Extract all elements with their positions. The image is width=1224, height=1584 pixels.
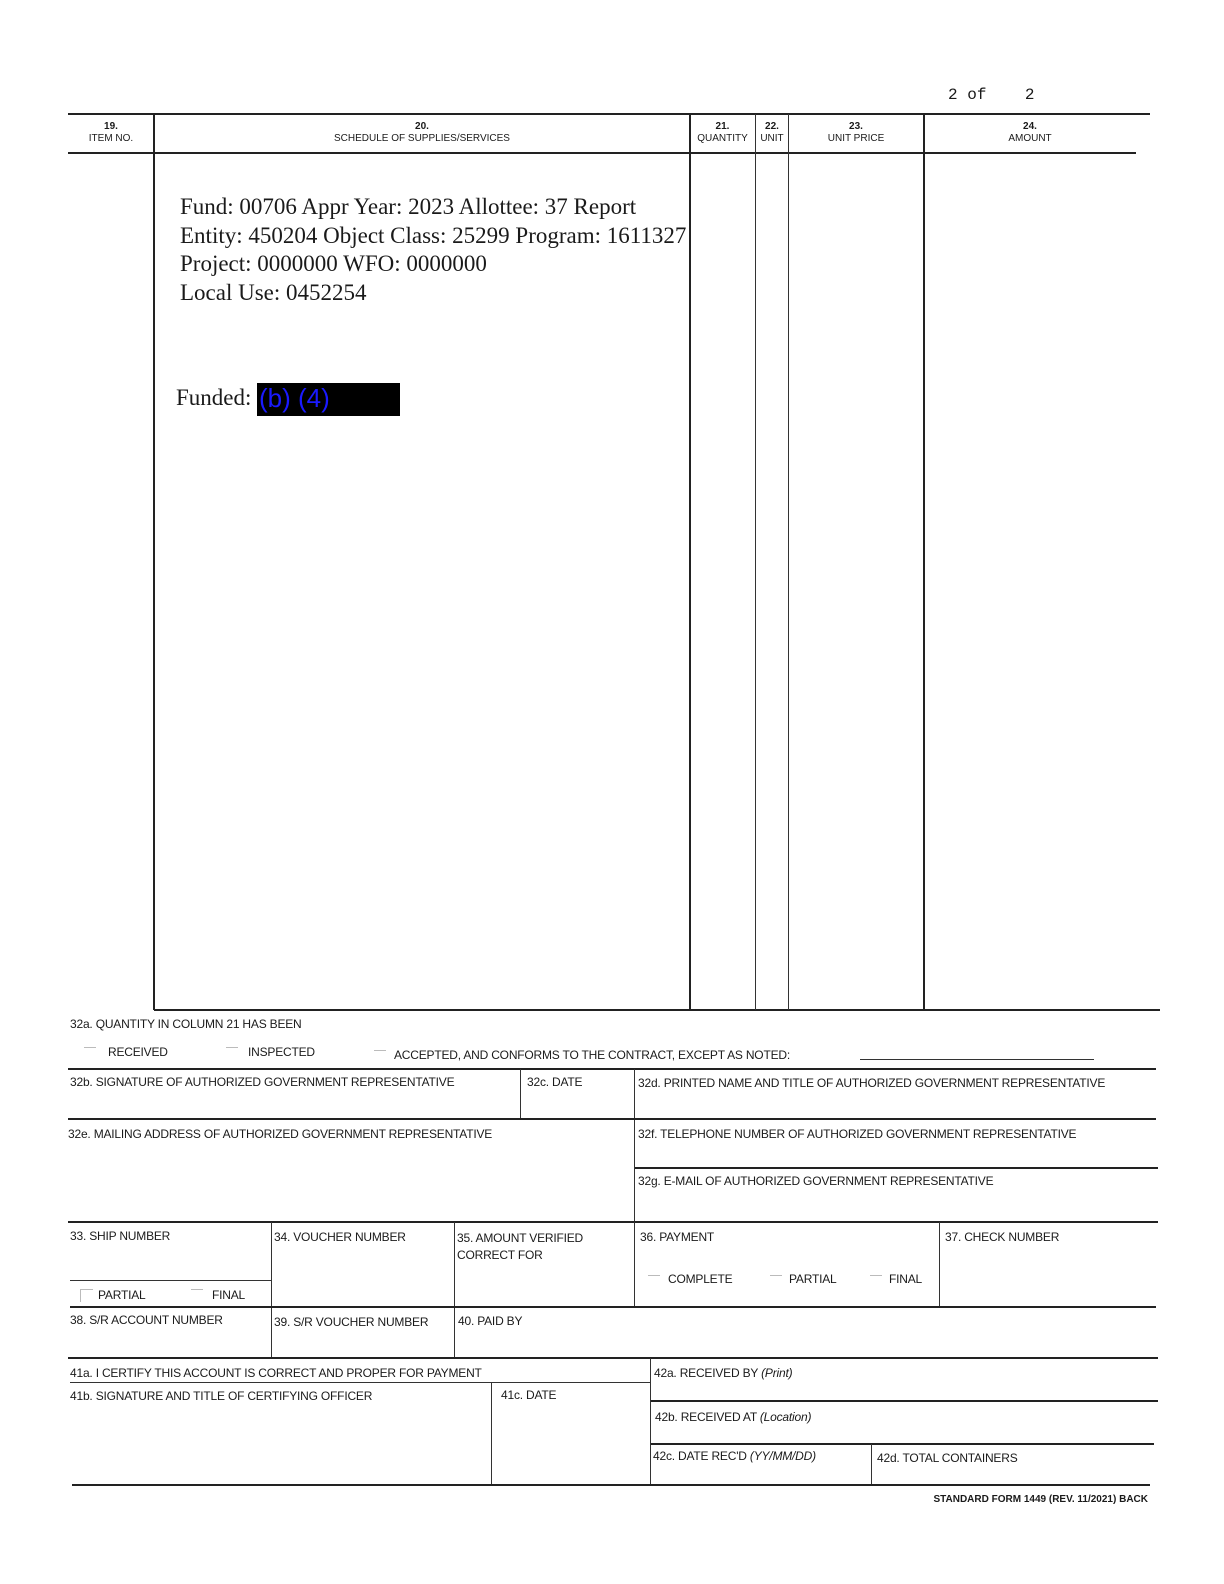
table-top-rule <box>68 113 1150 115</box>
rule-32b <box>68 1068 1156 1070</box>
field-41a-label: 41a. I CERTIFY THIS ACCOUNT IS CORRECT AND PROPER FOR PAYMENT <box>70 1366 482 1380</box>
col-number: 19. <box>104 121 118 132</box>
field-33-final-label: FINAL <box>212 1288 246 1302</box>
field-32d-label: 32d. PRINTED NAME AND TITLE OF AUTHORIZED GOVERNMENT REPRESENTATIVE <box>638 1076 1106 1090</box>
field-32c-label: 32c. DATE <box>527 1075 583 1089</box>
field-36-label: 36. PAYMENT <box>640 1230 715 1244</box>
col-number: 23. <box>849 121 863 132</box>
field-39-label: 39. S/R VOUCHER NUMBER <box>274 1315 429 1329</box>
schedule-text <box>180 193 686 307</box>
field-32f-label: 32f. TELEPHONE NUMBER OF AUTHORIZED GOVERNMENT REPRESENTATIVE <box>638 1127 1077 1141</box>
rule-32g <box>635 1167 1158 1169</box>
table-header-rule <box>68 152 1136 154</box>
col-header-schedule <box>156 121 688 145</box>
col-name: ITEM NO. <box>88 133 134 144</box>
col-number: 20. <box>415 121 429 132</box>
divider-37 <box>939 1222 940 1308</box>
col-header-unit <box>756 121 788 145</box>
rule-38 <box>70 1306 1156 1308</box>
col-divider-schedule <box>689 114 691 1010</box>
received-label: RECEIVED <box>108 1045 168 1059</box>
schedule-line: Entity: 450204 Object Class: 25299 Program: 1611327 <box>180 222 687 248</box>
checkbox-33-final[interactable] <box>191 1289 203 1302</box>
rule-33-options <box>70 1280 271 1281</box>
col-header-amount <box>925 121 1135 145</box>
divider-41c <box>491 1383 492 1484</box>
field-36-final-label: FINAL <box>889 1272 923 1286</box>
rule-41a <box>68 1357 1158 1359</box>
field-42a-label <box>654 1366 792 1380</box>
schedule-line: Project: 0000000 WFO: 0000000 <box>180 251 487 276</box>
inspected-label: INSPECTED <box>248 1045 315 1059</box>
field-33-partial-label: PARTIAL <box>98 1288 146 1302</box>
divider-36 <box>634 1222 635 1308</box>
field-42c-note: (YY/MM/DD) <box>749 1449 816 1463</box>
rule-32e <box>68 1118 1156 1120</box>
checkbox-36-final[interactable] <box>870 1275 882 1288</box>
divider-32d <box>634 1069 635 1222</box>
rule-bottom <box>72 1484 1150 1486</box>
col-name: UNIT <box>760 133 784 144</box>
accepted-notes-line[interactable] <box>860 1059 1094 1060</box>
field-38-label: 38. S/R ACCOUNT NUMBER <box>70 1313 223 1327</box>
field-42b-note: (Location) <box>759 1410 812 1424</box>
checkbox-36-complete[interactable] <box>648 1275 660 1288</box>
col-header-quantity <box>691 121 754 145</box>
col-name: QUANTITY <box>697 133 748 144</box>
col-number: 21. <box>715 121 730 132</box>
divider-32c <box>520 1069 521 1118</box>
col-name: AMOUNT <box>1008 133 1052 144</box>
field-32b-label: 32b. SIGNATURE OF AUTHORIZED GOVERNMENT REPRESENTATIVE <box>70 1075 455 1089</box>
page-of-label: of <box>967 86 987 104</box>
field-42a-note: (Print) <box>761 1366 793 1380</box>
field-42c-text: 42c. DATE REC'D <box>653 1449 747 1463</box>
schedule-line: Fund: 00706 Appr Year: 2023 Allottee: 37 Report <box>180 194 637 219</box>
rule-42c <box>651 1443 1154 1445</box>
col-name: UNIT PRICE <box>827 133 885 144</box>
schedule-line: Local Use: 0452254 <box>180 279 367 305</box>
checkbox-accepted[interactable] <box>374 1050 386 1063</box>
col-divider-item <box>153 114 155 1010</box>
field-34-label: 34. VOUCHER NUMBER <box>274 1230 406 1244</box>
field-42c-label <box>653 1449 816 1463</box>
col-divider-unit <box>788 114 789 1010</box>
col-header-item-no <box>70 121 152 145</box>
field-37-label: 37. CHECK NUMBER <box>945 1230 1060 1244</box>
rule-41b <box>70 1382 650 1383</box>
field-32a-label: 32a. QUANTITY IN COLUMN 21 HAS BEEN <box>70 1017 302 1031</box>
field-42b-text: 42b. RECEIVED AT <box>655 1410 757 1424</box>
field-36-partial-label: PARTIAL <box>789 1272 837 1286</box>
field-36-complete-label: COMPLETE <box>668 1272 733 1286</box>
field-32g-label: 32g. E-MAIL OF AUTHORIZED GOVERNMENT REPRESENTATIVE <box>638 1174 994 1188</box>
field-42d-label: 42d. TOTAL CONTAINERS <box>877 1451 1018 1465</box>
checkbox-inspected[interactable] <box>226 1047 238 1060</box>
rule-42b <box>651 1400 1158 1402</box>
divider-34 <box>271 1222 272 1357</box>
col-divider-price <box>923 114 925 1010</box>
col-divider-quantity <box>755 114 756 1010</box>
form-footer: STANDARD FORM 1449 (REV. 11/2021) BACK <box>933 1494 1148 1505</box>
field-32e-label: 32e. MAILING ADDRESS OF AUTHORIZED GOVERNMENT REPRESENTATIVE <box>68 1127 493 1141</box>
divider-35 <box>454 1222 455 1357</box>
field-35-label <box>457 1230 583 1264</box>
field-40-label: 40. PAID BY <box>458 1314 523 1328</box>
field-35-line2: CORRECT FOR <box>457 1248 543 1262</box>
rule-33 <box>68 1221 1158 1223</box>
checkbox-33-partial[interactable] <box>80 1289 93 1302</box>
field-41b-label: 41b. SIGNATURE AND TITLE OF CERTIFYING OFFICER <box>70 1389 373 1403</box>
col-number: 22. <box>765 121 779 132</box>
col-name: SCHEDULE OF SUPPLIES/SERVICES <box>334 133 510 144</box>
checkbox-36-partial[interactable] <box>770 1275 782 1288</box>
table-bottom-rule <box>154 1009 1160 1011</box>
redaction-label: (b) (4) <box>259 383 330 413</box>
field-42a-text: 42a. RECEIVED BY <box>654 1366 758 1380</box>
page-number <box>948 86 1034 104</box>
divider-42 <box>650 1358 651 1484</box>
field-41c-label: 41c. DATE <box>501 1388 557 1402</box>
page-total: 2 <box>1024 86 1035 104</box>
field-33-label: 33. SHIP NUMBER <box>70 1229 171 1243</box>
checkbox-received[interactable] <box>84 1047 96 1060</box>
divider-42d <box>871 1444 872 1484</box>
col-number: 24. <box>1023 121 1037 132</box>
field-42b-label <box>655 1410 811 1424</box>
field-35-line1: 35. AMOUNT VERIFIED <box>457 1231 584 1245</box>
redaction-box <box>257 383 400 416</box>
funded-label: Funded: <box>176 385 252 410</box>
page-current: 2 <box>948 86 958 104</box>
col-header-unit-price <box>790 121 922 145</box>
accepted-label: ACCEPTED, AND CONFORMS TO THE CONTRACT, EXCEPT AS NOTED: <box>394 1048 790 1062</box>
